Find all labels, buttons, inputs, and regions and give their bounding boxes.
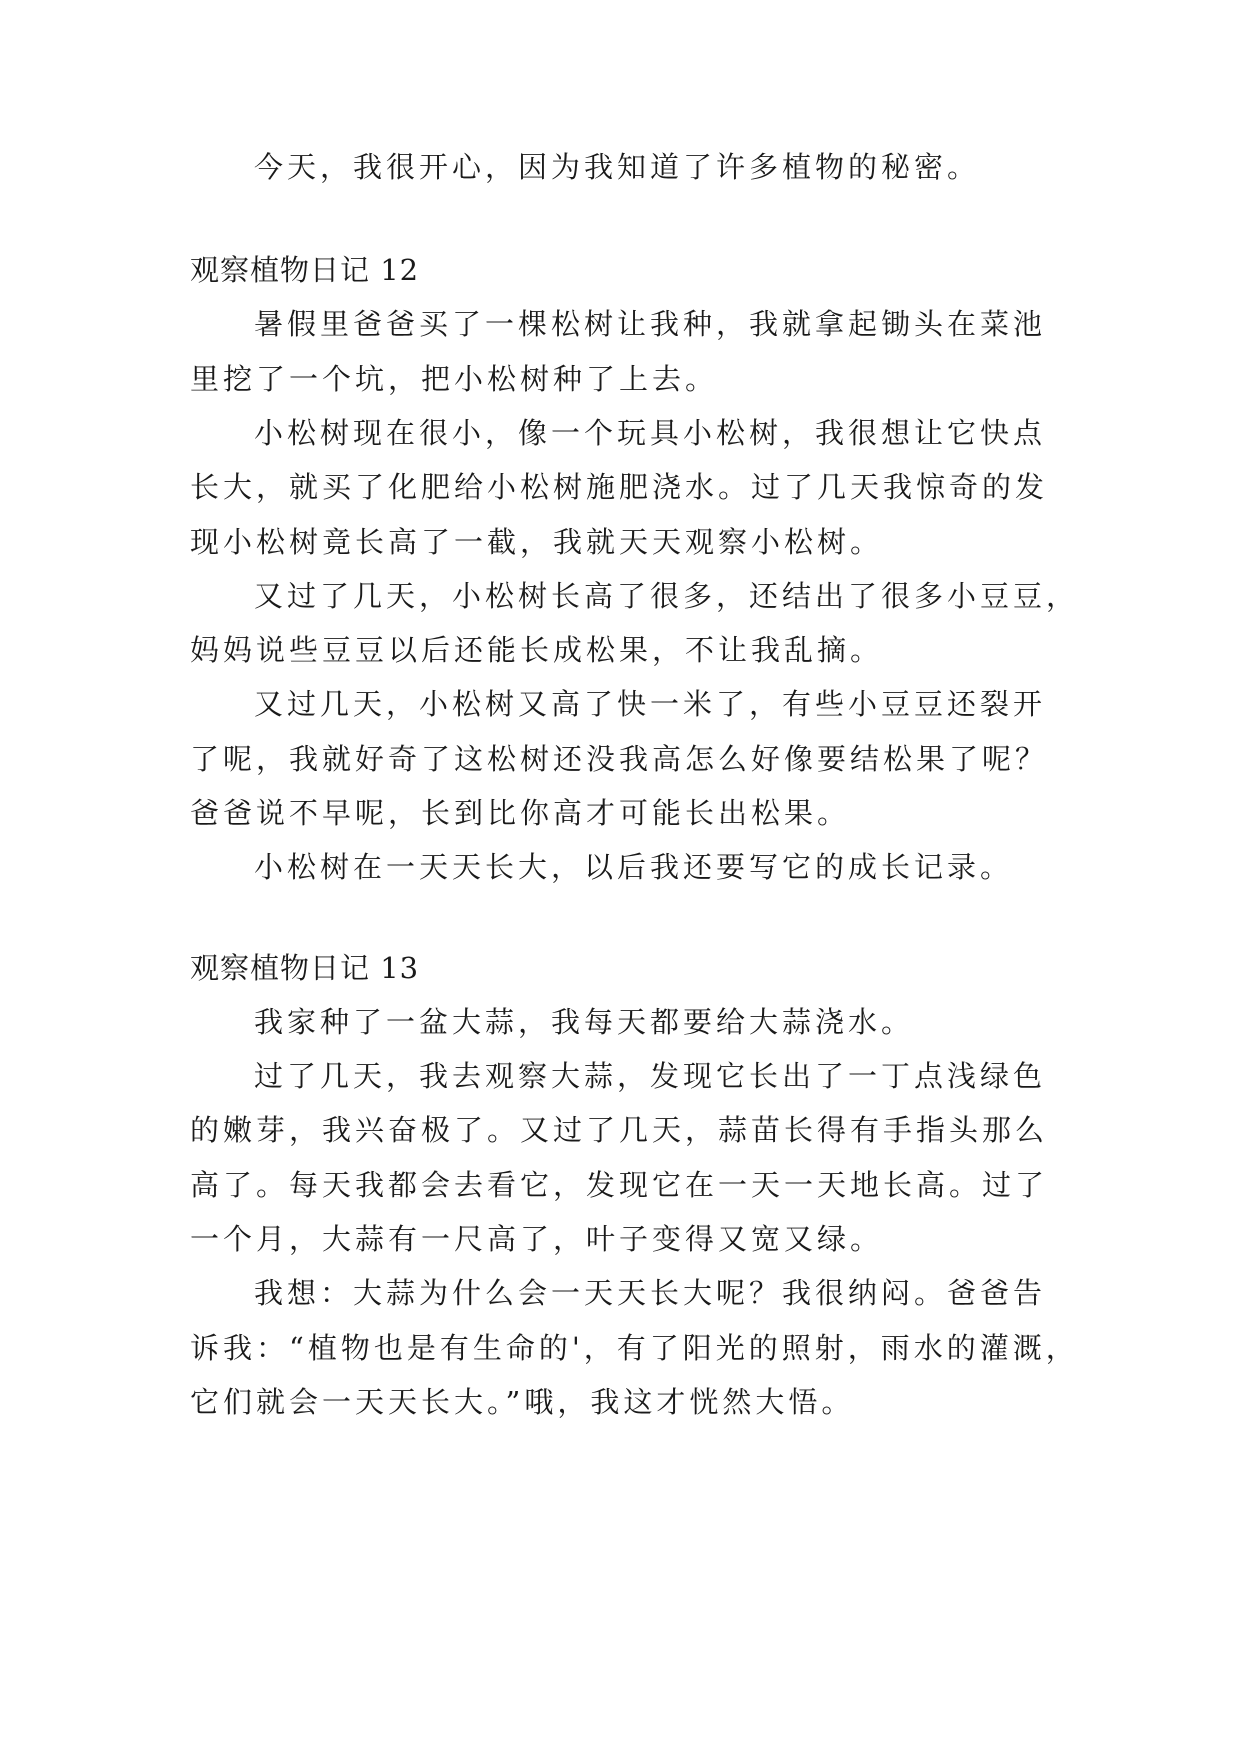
entry-12-line: 小松树现在很小，像一个玩具小松树，我很想让它快点 xyxy=(254,416,1047,450)
entry-13-line: 诉我：“植物也是有生命的'，有了阳光的照射，雨水的灌溉， xyxy=(190,1331,1079,1365)
entry-13-line: 它们就会一天天长大。”哦，我这才恍然大悟。 xyxy=(190,1385,855,1419)
entry-12-line: 又过了几天，小松树长高了很多，还结出了很多小豆豆， xyxy=(254,579,1080,613)
entry-12-line: 里挖了一个坑，把小松树种了上去。 xyxy=(190,362,719,396)
entry-12-line: 现小松树竟长高了一截，我就天天观察小松树。 xyxy=(190,525,884,559)
entry-12-line: 了呢，我就好奇了这松树还没我高怎么好像要结松果了呢？ xyxy=(190,742,1049,776)
entry-13-line: 高了。每天我都会去看它，发现它在一天一天地长高。过了 xyxy=(190,1168,1049,1202)
entry-12-title: 观察植物日记 12 xyxy=(190,253,420,287)
entry-13-line: 的嫩芽，我兴奋极了。又过了几天，蒜苗长得有手指头那么 xyxy=(190,1113,1049,1147)
entry-13-line: 我家种了一盆大蒜，我每天都要给大蒜浇水。 xyxy=(254,1005,915,1039)
entry-13-line: 我想：大蒜为什么会一天天长大呢？我很纳闷。爸爸告 xyxy=(254,1276,1047,1310)
entry-12-line: 又过几天，小松树又高了快一米了，有些小豆豆还裂开 xyxy=(254,687,1047,721)
entry-13-line: 一个月，大蒜有一尺高了，叶子变得又宽又绿。 xyxy=(190,1222,884,1256)
entry-13-line: 过了几天，我去观察大蒜，发现它长出了一丁点浅绿色 xyxy=(254,1059,1047,1093)
entry-12-line: 爸爸说不早呢，长到比你高才可能长出松果。 xyxy=(190,796,851,830)
entry-12-line: 长大，就买了化肥给小松树施肥浇水。过了几天我惊奇的发 xyxy=(190,470,1049,504)
entry-12-line: 妈妈说些豆豆以后还能长成松果，不让我乱摘。 xyxy=(190,633,884,667)
intro-paragraph: 今天，我很开心，因为我知道了许多植物的秘密。 xyxy=(254,150,981,184)
entry-13-title: 观察植物日记 13 xyxy=(190,951,420,985)
entry-12-line: 暑假里爸爸买了一棵松树让我种，我就拿起锄头在菜池 xyxy=(254,307,1047,341)
entry-12-line: 小松树在一天天长大，以后我还要写它的成长记录。 xyxy=(254,850,1014,884)
